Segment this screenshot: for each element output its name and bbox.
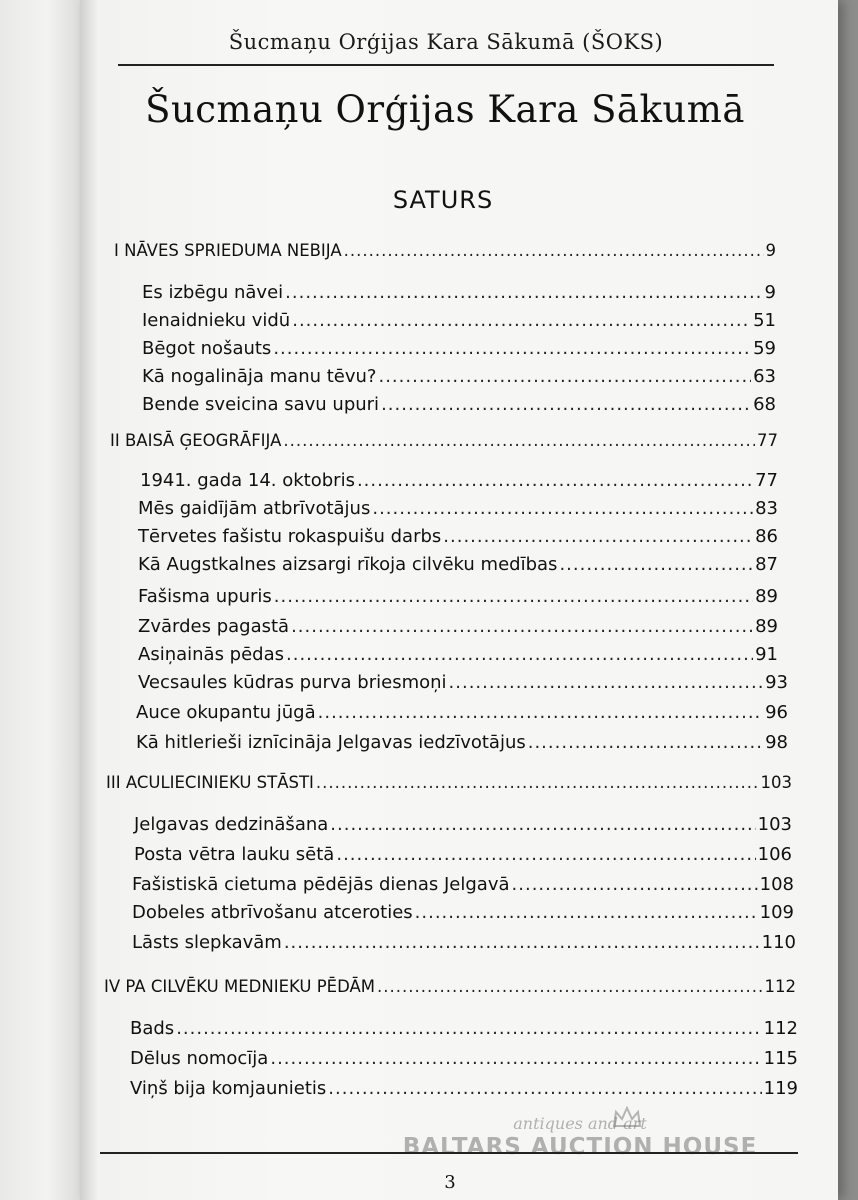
- watermark-brand: BALTARS AUCTION HOUSE: [402, 1134, 758, 1160]
- contents-heading: SATURS: [392, 186, 494, 214]
- toc-entry-page: 112: [763, 1018, 798, 1039]
- toc-entry-title: Ienaidnieku vidū: [142, 310, 291, 331]
- toc-entry-page: 9: [765, 241, 776, 260]
- leader-dots: [292, 308, 751, 334]
- toc-section-2: [110, 428, 778, 454]
- toc-entry-title: 1941. gada 14. oktobris: [140, 470, 355, 491]
- toc-entry: [138, 670, 788, 696]
- toc-entry-title: Fašistiskā cietuma pēdējās dienas Jelgavā: [132, 874, 510, 895]
- toc-entry-page: 115: [763, 1048, 798, 1069]
- running-head: Šucmaņu Orģijas Kara Sākumā (ŠOKS): [228, 30, 664, 54]
- toc-entry: [132, 900, 794, 926]
- toc-entry-title: II BAISĀ ĢEOGRĀFIJA: [110, 431, 282, 450]
- toc-entry-title: Tērvetes fašistu rokaspuišu darbs: [138, 526, 442, 547]
- toc-entry-title: Lāsts slepkavām: [132, 932, 282, 953]
- leader-dots: [372, 496, 753, 522]
- leader-dots: [286, 642, 753, 668]
- page-number: 3: [444, 1172, 456, 1193]
- toc-entry: [138, 552, 778, 578]
- toc-entry-title: Posta vētra lauku sētā: [134, 844, 335, 865]
- leader-dots: [318, 700, 763, 726]
- leader-dots: [528, 730, 763, 756]
- toc-entry: [138, 524, 778, 550]
- leader-dots: [443, 524, 753, 550]
- toc-entry: [138, 614, 778, 640]
- leader-dots: [344, 238, 764, 264]
- toc-entry-page: 96: [765, 702, 788, 723]
- toc-entry-page: 112: [764, 977, 796, 996]
- toc-entry-title: Zvārdes pagastā: [138, 616, 290, 637]
- leader-dots: [512, 872, 758, 898]
- toc-entry: [130, 1016, 798, 1042]
- toc-entry: [132, 872, 794, 898]
- toc-entry-title: Vecsaules kūdras purva briesmoņi: [138, 672, 447, 693]
- toc-entry-page: 103: [760, 773, 792, 792]
- toc-entry-page: 89: [755, 586, 778, 607]
- toc-entry-page: 63: [753, 366, 776, 387]
- toc-entry: [140, 468, 778, 494]
- toc-entry-title: Bēgot nošauts: [142, 338, 272, 359]
- toc-entry-page: 86: [755, 526, 778, 547]
- toc-entry-title: Mēs gaidījām atbrīvotājus: [138, 498, 371, 519]
- toc-entry-title: Kā hitlerieši iznīcināja Jelgavas iedzīvotājus: [136, 732, 526, 753]
- toc-entry: [136, 700, 788, 726]
- toc-entry-title: Viņš bija komjaunietis: [130, 1078, 327, 1099]
- toc-entry-page: 108: [759, 874, 794, 895]
- toc-entry-page: 106: [757, 844, 792, 865]
- leader-dots: [559, 552, 753, 578]
- toc-entry-title: IV PA CILVĒKU MEDNIEKU PĒDĀM: [104, 977, 376, 996]
- toc-entry-page: 109: [759, 902, 794, 923]
- toc-entry: [138, 584, 778, 610]
- toc-entry-page: 103: [757, 814, 792, 835]
- footer-rule: [100, 1152, 798, 1154]
- toc-entry-page: 89: [755, 616, 778, 637]
- toc-entry-title: Auce okupantu jūgā: [136, 702, 316, 723]
- leader-dots: [274, 584, 753, 610]
- toc-entry-title: Es izbēgu nāvei: [142, 282, 284, 303]
- toc-entry: [142, 364, 776, 390]
- toc-entry-title: Fašisma upuris: [138, 586, 272, 607]
- toc-entry-title: Jelgavas dedzināšana: [134, 814, 329, 835]
- toc-entry-page: 98: [765, 732, 788, 753]
- leader-dots: [283, 428, 755, 454]
- toc-entry-page: 59: [753, 338, 776, 359]
- toc-entry-title: Kā nogalināja manu tēvu?: [142, 366, 377, 387]
- leader-dots: [270, 1046, 761, 1072]
- leader-dots: [328, 1076, 761, 1102]
- toc-entry-title: Dobeles atbrīvošanu atceroties: [132, 902, 413, 923]
- leader-dots: [273, 336, 751, 362]
- toc-entry-title: Kā Augstkalnes aizsargi rīkoja cilvēku medības: [138, 554, 558, 575]
- toc-entry: [136, 730, 788, 756]
- toc-section-3: [106, 770, 792, 796]
- leader-dots: [284, 930, 760, 956]
- toc-entry: [142, 392, 776, 418]
- toc-entry-page: 9: [764, 282, 776, 303]
- toc-entry-title: I NĀVES SPRIEDUMA NEBIJA: [114, 241, 342, 260]
- toc-entry-page: 110: [761, 932, 796, 953]
- toc-entry-page: 51: [753, 310, 776, 331]
- leader-dots: [291, 614, 753, 640]
- toc-entry: [142, 280, 776, 306]
- toc-entry-page: 77: [757, 431, 778, 450]
- toc-entry: [138, 496, 778, 522]
- leader-dots: [381, 392, 751, 418]
- leader-dots: [357, 468, 753, 494]
- toc-entry-title: Bads: [130, 1018, 175, 1039]
- watermark-tagline: antiques and art: [513, 1114, 647, 1133]
- toc-section-1: [114, 238, 776, 264]
- toc-entry-title: III ACULIECINIEKU STĀSTI: [106, 773, 314, 792]
- toc-entry: [132, 930, 796, 956]
- leader-dots: [176, 1016, 761, 1042]
- toc-entry-page: 93: [765, 672, 788, 693]
- leader-dots: [336, 842, 755, 868]
- toc-entry-page: 91: [755, 644, 778, 665]
- leader-dots: [316, 770, 759, 796]
- toc-entry: [138, 642, 778, 668]
- leader-dots: [415, 900, 758, 926]
- leader-dots: [378, 364, 751, 390]
- toc-entry-page: 68: [753, 394, 776, 415]
- toc-entry-title: Bende sveicina savu upuri: [142, 394, 380, 415]
- toc-entry-page: 119: [763, 1078, 798, 1099]
- leader-dots: [285, 280, 762, 306]
- leader-dots: [449, 670, 764, 696]
- toc-entry: [130, 1076, 798, 1102]
- toc-entry: [134, 812, 792, 838]
- toc-entry: [134, 842, 792, 868]
- toc-entry-title: Asiņainās pēdas: [138, 644, 285, 665]
- toc-entry-page: 77: [755, 470, 778, 491]
- toc-entry: [142, 336, 776, 362]
- toc-entry: [142, 308, 776, 334]
- toc-entry-title: Dēlus nomocīja: [130, 1048, 269, 1069]
- toc-entry-page: 83: [755, 498, 778, 519]
- toc-entry-page: 87: [755, 554, 778, 575]
- toc-section-4: [104, 974, 796, 1000]
- leader-dots: [377, 974, 762, 1000]
- leader-dots: [330, 812, 755, 838]
- crown-icon: [612, 1106, 642, 1128]
- toc-entry: [130, 1046, 798, 1072]
- book-title: Šucmaņu Orģijas Kara Sākumā: [145, 88, 745, 131]
